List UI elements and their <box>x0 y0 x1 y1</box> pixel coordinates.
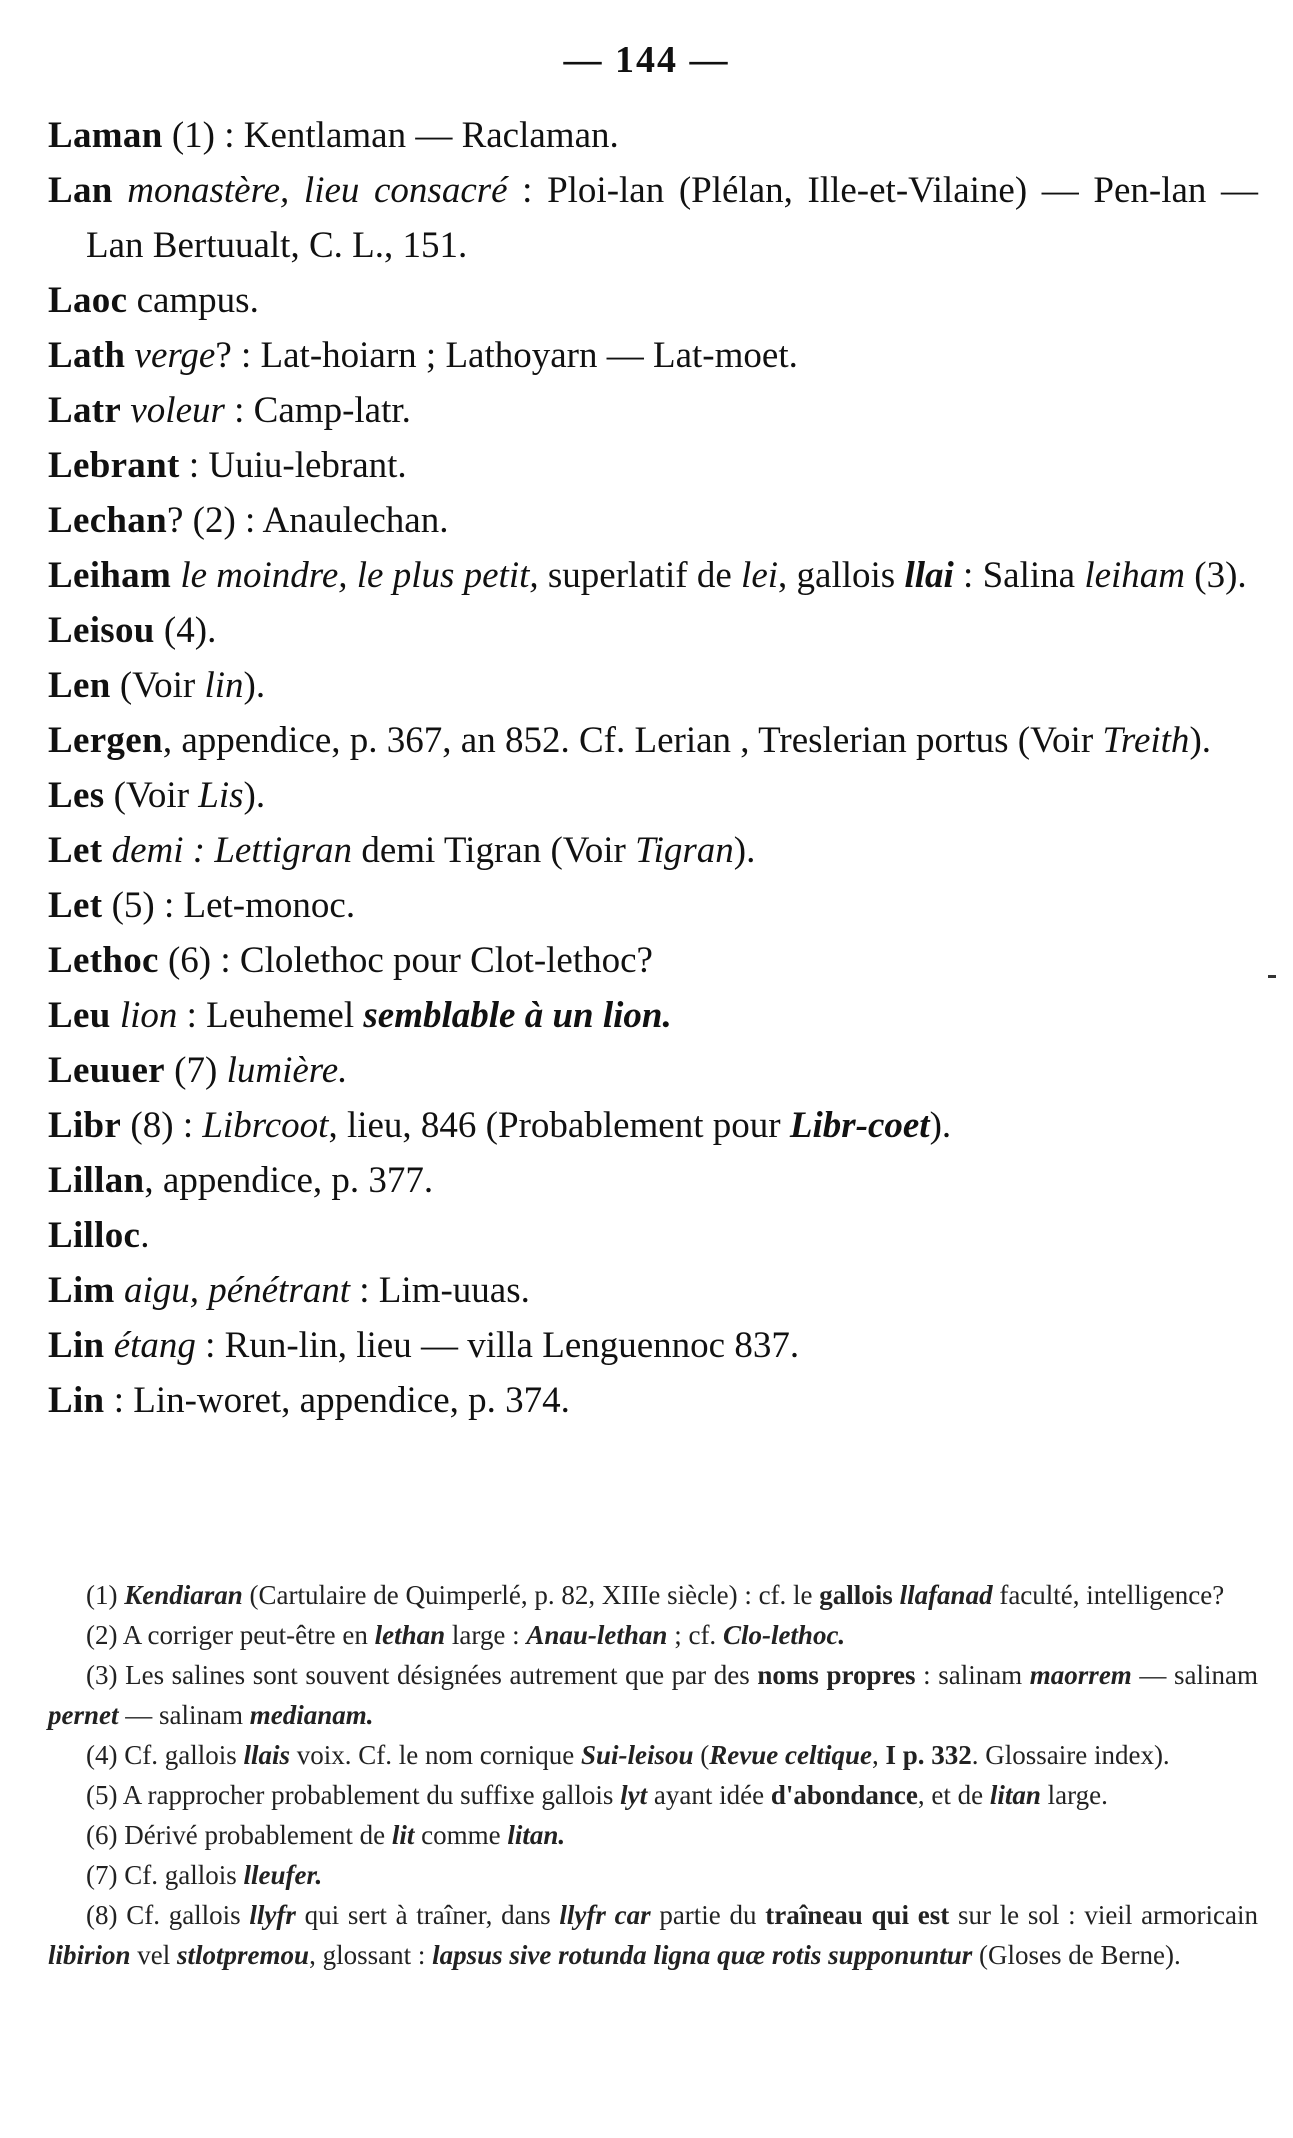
headword: Latr <box>48 390 122 431</box>
footnote-fn-1 <box>48 1575 1258 1615</box>
text-segment <box>171 555 180 596</box>
text-segment: Kendiaran <box>124 1580 243 1610</box>
headword: Lilloc <box>48 1215 141 1256</box>
text-segment: partie du <box>650 1900 766 1930</box>
text-segment: ). <box>929 1105 952 1146</box>
headword: Len <box>48 665 111 706</box>
page-number: — 144 — <box>563 39 730 81</box>
text-segment: verge <box>134 335 216 376</box>
text-segment: llyfr <box>249 1900 296 1930</box>
text-segment: Librcoot <box>202 1105 329 1146</box>
entry-lan <box>48 163 1258 273</box>
text-segment: : Lim-uuas. <box>350 1270 530 1311</box>
text-segment: Anau-lethan <box>526 1620 668 1650</box>
text-segment: (4). <box>154 610 217 651</box>
text-segment <box>893 1580 900 1610</box>
text-segment: libirion <box>48 1940 131 1970</box>
text-segment: , <box>871 1740 886 1770</box>
text-segment: lleufer. <box>243 1860 323 1890</box>
headword: Lin <box>48 1325 105 1366</box>
text-segment: llai <box>904 555 954 596</box>
text-segment: demi Tigran (Voir <box>352 830 636 871</box>
footnotes <box>48 1575 1258 1975</box>
text-segment: semblable à un lion. <box>363 995 672 1036</box>
headword: Lath <box>48 335 126 376</box>
text-segment: medianam. <box>249 1700 374 1730</box>
text-segment: , gallois <box>778 555 905 596</box>
text-segment: ). <box>243 665 266 706</box>
headword: Lergen <box>48 720 163 761</box>
text-segment: : Salina <box>953 555 1085 596</box>
text-segment: noms propres <box>757 1660 916 1690</box>
text-segment: : Ploi-lan (Plélan, Ille-et-Vilaine) — Pen-lan — Lan Bertuualt, C. L., 151. <box>86 170 1259 266</box>
headword: Laman <box>48 115 163 156</box>
text-segment: (4) Cf. gallois <box>86 1740 244 1770</box>
headword: Les <box>48 775 105 816</box>
footnote-fn-8 <box>48 1895 1258 1975</box>
entry-lin-woret <box>48 1373 1258 1428</box>
footnote-fn-3 <box>48 1655 1258 1735</box>
text-segment: llais <box>243 1740 290 1770</box>
entry-lebrant <box>48 438 1258 493</box>
text-segment: monastère, lieu consacré <box>127 170 508 211</box>
text-segment: , lieu, 846 (Probablement pour <box>328 1105 790 1146</box>
text-segment: (3) Les salines sont souvent désignées autrement que par des <box>86 1660 758 1690</box>
text-segment: gallois <box>819 1580 893 1610</box>
text-segment: lumière. <box>226 1050 348 1091</box>
text-segment: , appendice, p. 377. <box>144 1160 434 1201</box>
text-segment: lethan <box>374 1620 446 1650</box>
text-segment: ? (2) : Anaulechan. <box>166 500 449 541</box>
headword: Laoc <box>48 280 128 321</box>
text-segment: (5) : Let-monoc. <box>102 885 356 926</box>
entry-let-5 <box>48 878 1258 933</box>
entry-lin-etang <box>48 1318 1258 1373</box>
text-segment: lit <box>391 1820 415 1850</box>
text-segment: large. <box>1040 1780 1108 1810</box>
text-segment: (6) Dérivé probablement de <box>86 1820 392 1850</box>
text-segment: — salinam <box>1131 1660 1258 1690</box>
text-segment <box>121 390 130 431</box>
entry-lergen <box>48 713 1258 768</box>
headword: Leu <box>48 995 111 1036</box>
margin-mark <box>1268 975 1276 978</box>
text-segment: (1) : Kentlaman — Raclaman. <box>162 115 619 156</box>
headword: Lim <box>48 1270 115 1311</box>
headword: Lan <box>48 170 113 211</box>
headword: Lin <box>48 1380 105 1421</box>
text-segment: : Lin-woret, appendice, p. 374. <box>104 1380 570 1421</box>
entry-leiham <box>48 548 1258 603</box>
entry-lechan <box>48 493 1258 548</box>
entry-lim <box>48 1263 1258 1318</box>
text-segment: (8) Cf. gallois <box>86 1900 250 1930</box>
text-segment: voix. Cf. le nom cornique <box>290 1740 581 1770</box>
text-segment: campus. <box>127 280 259 321</box>
text-segment: qui sert à traîner, dans <box>295 1900 560 1930</box>
entry-leisou <box>48 603 1258 658</box>
text-segment <box>102 830 111 871</box>
headword: Let <box>48 830 103 871</box>
entry-lillan <box>48 1153 1258 1208</box>
text-segment: sur le sol : vieil armoricain <box>949 1900 1259 1930</box>
text-segment: d'abondance <box>770 1780 918 1810</box>
text-segment: Tigran <box>635 830 734 871</box>
text-segment: faculté, intelligence? <box>992 1580 1225 1610</box>
text-segment: (Voir <box>104 775 199 816</box>
headword: Lethoc <box>48 940 159 981</box>
text-segment: (7) <box>164 1050 227 1091</box>
headword: Let <box>48 885 103 926</box>
footnote-fn-4 <box>48 1735 1258 1775</box>
entry-lath <box>48 328 1258 383</box>
text-segment: , glossant : <box>309 1940 433 1970</box>
text-segment: comme <box>414 1820 508 1850</box>
text-segment: : Run-lin, lieu — villa Lenguennoc 837. <box>195 1325 800 1366</box>
footnote-fn-7 <box>48 1855 1258 1895</box>
entry-latr <box>48 383 1258 438</box>
text-segment: Lis <box>198 775 244 816</box>
text-segment <box>115 1270 124 1311</box>
text-segment: étang <box>113 1325 196 1366</box>
text-segment: Revue celtique <box>709 1740 872 1770</box>
text-segment: ). <box>733 830 756 871</box>
text-segment: (Voir <box>110 665 205 706</box>
text-segment: Libr-coet <box>789 1105 930 1146</box>
text-segment: traîneau qui est <box>765 1900 950 1930</box>
text-segment <box>113 170 128 211</box>
text-segment: (3). <box>1185 555 1247 596</box>
text-segment: lin <box>204 665 244 706</box>
text-segment: lapsus sive rotunda ligna quæ rotis supponuntur <box>432 1940 973 1970</box>
text-segment: demi : Lettigran <box>111 830 353 871</box>
text-segment: : salinam <box>915 1660 1030 1690</box>
text-segment: vel <box>130 1940 178 1970</box>
text-segment: ayant idée <box>647 1780 771 1810</box>
entry-len <box>48 658 1258 713</box>
text-segment: . Glossaire index). <box>971 1740 1170 1770</box>
text-segment: (5) A rapprocher probablement du suffixe gallois <box>86 1780 621 1810</box>
entry-lethoc <box>48 933 1258 988</box>
entry-laman <box>48 108 1258 163</box>
text-segment: : Camp-latr. <box>224 390 411 431</box>
text-segment: llafanad <box>899 1580 993 1610</box>
text-segment: , et de <box>917 1780 990 1810</box>
text-segment: ? : Lat-hoiarn ; Lathoyarn — Lat-moet. <box>215 335 798 376</box>
text-segment: Clo-lethoc. <box>722 1620 846 1650</box>
text-segment: litan. <box>507 1820 566 1850</box>
text-segment: (8) : <box>121 1105 203 1146</box>
text-segment: (7) Cf. gallois <box>86 1860 244 1890</box>
text-segment: (1) <box>86 1580 125 1610</box>
footnote-fn-5 <box>48 1775 1258 1815</box>
text-segment: ( <box>693 1740 710 1770</box>
entry-lilloc <box>48 1208 1258 1263</box>
text-segment <box>125 335 134 376</box>
entry-les <box>48 768 1258 823</box>
headword: Leuuer <box>48 1050 165 1091</box>
headword: Libr <box>48 1105 122 1146</box>
headword: Lechan <box>48 500 167 541</box>
text-segment <box>104 1325 113 1366</box>
text-segment: . <box>140 1215 150 1256</box>
text-segment: ; cf. <box>667 1620 723 1650</box>
text-segment: litan <box>989 1780 1041 1810</box>
text-segment: llyfr car <box>559 1900 651 1930</box>
text-segment <box>111 995 120 1036</box>
text-segment: le moindre, le plus petit, <box>180 555 539 596</box>
text-segment: lion <box>119 995 178 1036</box>
entry-laoc <box>48 273 1258 328</box>
entry-let-demi <box>48 823 1258 878</box>
text-segment: superlatif de <box>538 555 742 596</box>
entry-leuuer <box>48 1043 1258 1098</box>
text-segment: maorrem <box>1029 1660 1132 1690</box>
text-segment: pernet <box>48 1700 119 1730</box>
text-segment: leiham <box>1084 555 1186 596</box>
text-segment: stlotpremou <box>177 1940 310 1970</box>
headword: Lillan <box>48 1160 145 1201</box>
text-segment: (6) : Clolethoc pour Clot-lethoc? <box>158 940 653 981</box>
footnote-fn-2 <box>48 1615 1258 1655</box>
text-segment: aigu, pénétrant <box>123 1270 351 1311</box>
headword: Leisou <box>48 610 155 651</box>
text-segment: Treith <box>1102 720 1190 761</box>
text-segment: I p. 332 <box>885 1740 972 1770</box>
text-segment: lei <box>741 555 779 596</box>
text-segment: (2) A corriger peut-être en <box>86 1620 375 1650</box>
glossary-entries <box>48 108 1258 1428</box>
footnote-fn-6 <box>48 1815 1258 1855</box>
entry-libr <box>48 1098 1258 1153</box>
text-segment: — salinam <box>118 1700 250 1730</box>
headword: Leiham <box>48 555 172 596</box>
entry-leu <box>48 988 1258 1043</box>
text-segment: (Gloses de Berne). <box>972 1940 1181 1970</box>
text-segment: ). <box>1189 720 1212 761</box>
text-segment: voleur <box>130 390 225 431</box>
text-segment: ). <box>243 775 266 816</box>
text-segment: large : <box>445 1620 527 1650</box>
text-segment: lyt <box>620 1780 648 1810</box>
text-segment: Sui-leisou <box>580 1740 694 1770</box>
text-segment: (Cartulaire de Quimperlé, p. 82, XIIIe siècle) : cf. le <box>242 1580 820 1610</box>
text-segment: : Uuiu-lebrant. <box>179 445 407 486</box>
text-segment: : Leuhemel <box>177 995 364 1036</box>
headword: Lebrant <box>48 445 180 486</box>
text-segment: , appendice, p. 367, an 852. Cf. Lerian , Treslerian portus (Voir <box>162 720 1103 761</box>
